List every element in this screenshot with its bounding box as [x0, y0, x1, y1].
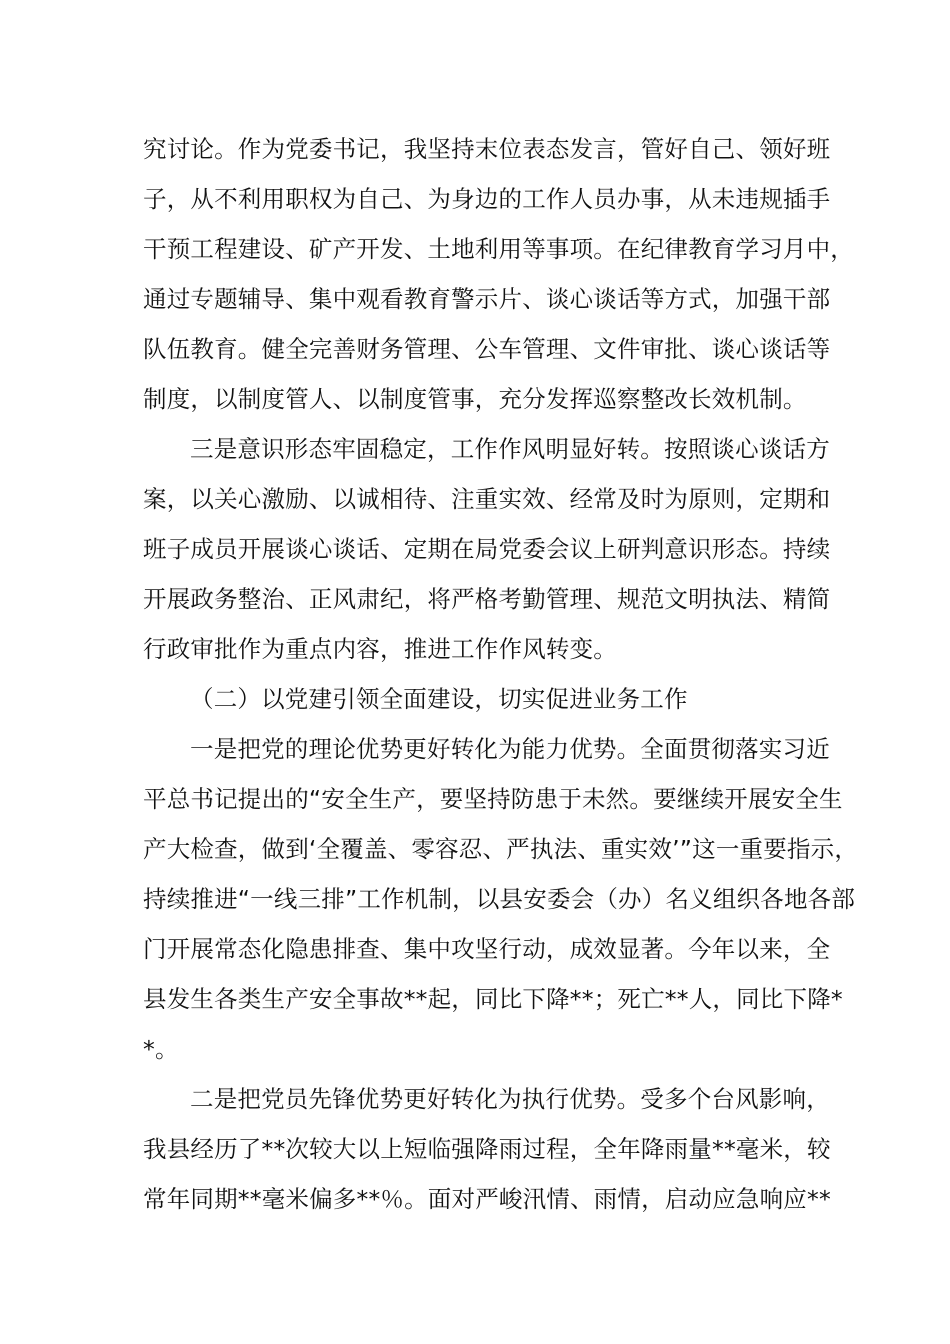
text-line: 我县经历了**次较大以上短临强降雨过程，全年降雨量**毫米，较: [143, 1135, 831, 1163]
paragraph-start-line: 二是把党员先锋优势更好转化为执行优势。受多个台风影响，: [190, 1085, 830, 1113]
text-line: 持续推进“一线三排”工作机制，以县安委会（办）名义组织各地各部: [143, 885, 856, 913]
text-line: 开展政务整治、正风肃纪，将严格考勤管理、规范文明执法、精简: [143, 585, 831, 613]
text-line: 案，以关心激励、以诚相待、注重实效、经常及时为原则，定期和: [143, 485, 831, 513]
paragraph-start-line: 一是把党的理论优势更好转化为能力优势。全面贯彻落实习近: [190, 735, 830, 763]
text-line: 子，从不利用职权为自己、为身边的工作人员办事，从未违规插手: [143, 185, 831, 213]
text-line: 县发生各类生产安全事故**起，同比下降**；死亡**人，同比下降*: [143, 985, 843, 1013]
paragraph-start-line: 三是意识形态牢固稳定，工作作风明显好转。按照谈心谈话方: [190, 435, 830, 463]
text-line: 队伍教育。健全完善财务管理、公车管理、文件审批、谈心谈话等: [143, 335, 831, 363]
text-line: 门开展常态化隐患排查、集中攻坚行动，成效显著。今年以来，全: [143, 935, 831, 963]
text-line: 究讨论。作为党委书记，我坚持末位表态发言，管好自己、领好班: [143, 135, 831, 163]
text-line: 通过专题辅导、集中观看教育警示片、谈心谈话等方式，加强干部: [143, 285, 831, 313]
text-line: 平总书记提出的“安全生产，要坚持防患于未然。要继续开展安全生: [143, 785, 843, 813]
text-line: 制度，以制度管人、以制度管事，充分发挥巡察整改长效机制。: [143, 385, 807, 413]
text-line: 常年同期**毫米偏多**％。面对严峻汛情、雨情，启动应急响应**: [143, 1185, 831, 1213]
text-line: 产大检查，做到‘全覆盖、零容忍、严执法、重实效’”这一重要指示，: [143, 835, 859, 863]
text-line: 干预工程建设、矿产开发、土地利用等事项。在纪律教育学习月中，: [143, 235, 854, 263]
text-line: 行政审批作为重点内容，推进工作作风转变。: [143, 635, 617, 663]
text-line: *。: [143, 1035, 179, 1063]
text-line: 班子成员开展谈心谈话、定期在局党委会议上研判意识形态。持续: [143, 535, 831, 563]
section-heading: （二）以党建引领全面建设，切实促进业务工作: [190, 685, 688, 713]
